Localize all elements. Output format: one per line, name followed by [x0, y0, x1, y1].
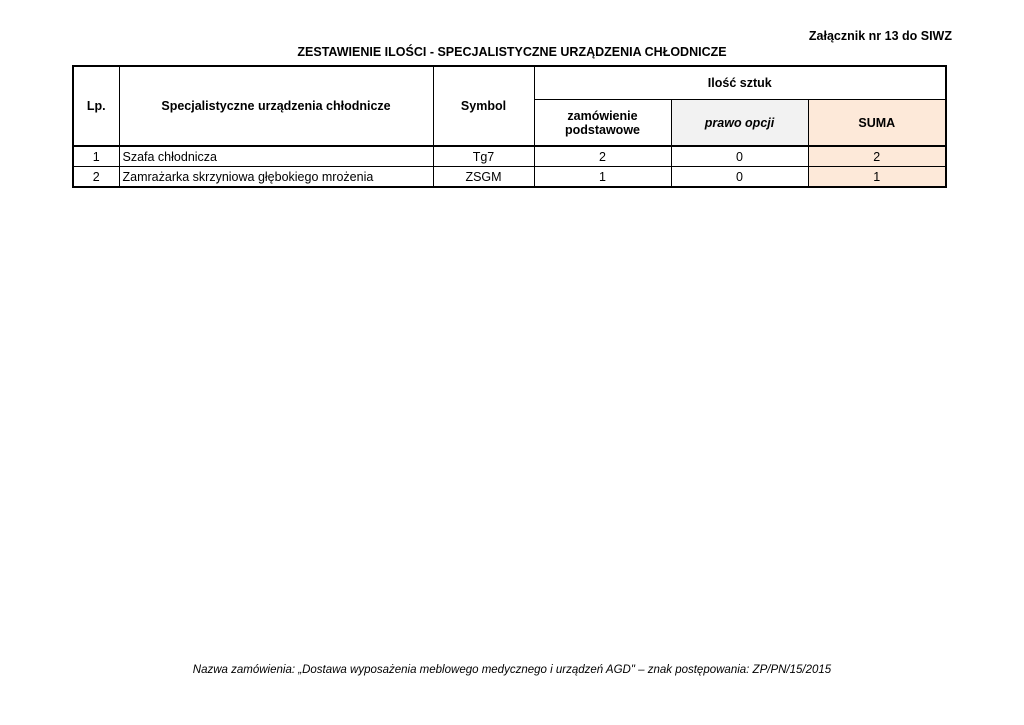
cell-basic: 2	[534, 146, 671, 167]
cell-sum: 1	[808, 167, 946, 188]
column-header-sum: SUMA	[808, 100, 946, 147]
cell-basic: 1	[534, 167, 671, 188]
cell-name: Zamrażarka skrzyniowa głębokiego mrożenia	[119, 167, 433, 188]
column-header-option: prawo opcji	[671, 100, 808, 147]
column-header-symbol: Symbol	[433, 66, 534, 146]
column-header-basic-line2: podstawowe	[564, 122, 640, 137]
column-header-basic-line1: zamówienie	[567, 108, 638, 123]
column-header-lp: Lp.	[73, 66, 119, 146]
cell-symbol: Tg7	[433, 146, 534, 167]
cell-sum: 2	[808, 146, 946, 167]
cell-option: 0	[671, 146, 808, 167]
footer-note: Nazwa zamówienia: „Dostawa wyposażenia meblowego medycznego i urządzeń AGD" – znak postępowania: ZP/PN/15/2015	[192, 664, 832, 676]
column-header-basic	[534, 100, 671, 147]
document-title: ZESTAWIENIE ILOŚCI - SPECJALISTYCZNE URZĄDZENIA CHŁODNICZE	[297, 45, 727, 59]
column-header-name: Specjalistyczne urządzenia chłodnicze	[119, 66, 433, 146]
quantity-table	[72, 65, 947, 188]
cell-lp: 2	[73, 167, 119, 188]
cell-name: Szafa chłodnicza	[119, 146, 433, 167]
cell-option: 0	[671, 167, 808, 188]
cell-lp: 1	[73, 146, 119, 167]
table-row	[73, 167, 946, 188]
header-row-1	[73, 66, 946, 100]
column-header-qty-group: Ilość sztuk	[534, 66, 946, 100]
cell-symbol: ZSGM	[433, 167, 534, 188]
table-row	[73, 146, 946, 167]
annex-label: Załącznik nr 13 do SIWZ	[808, 29, 952, 43]
